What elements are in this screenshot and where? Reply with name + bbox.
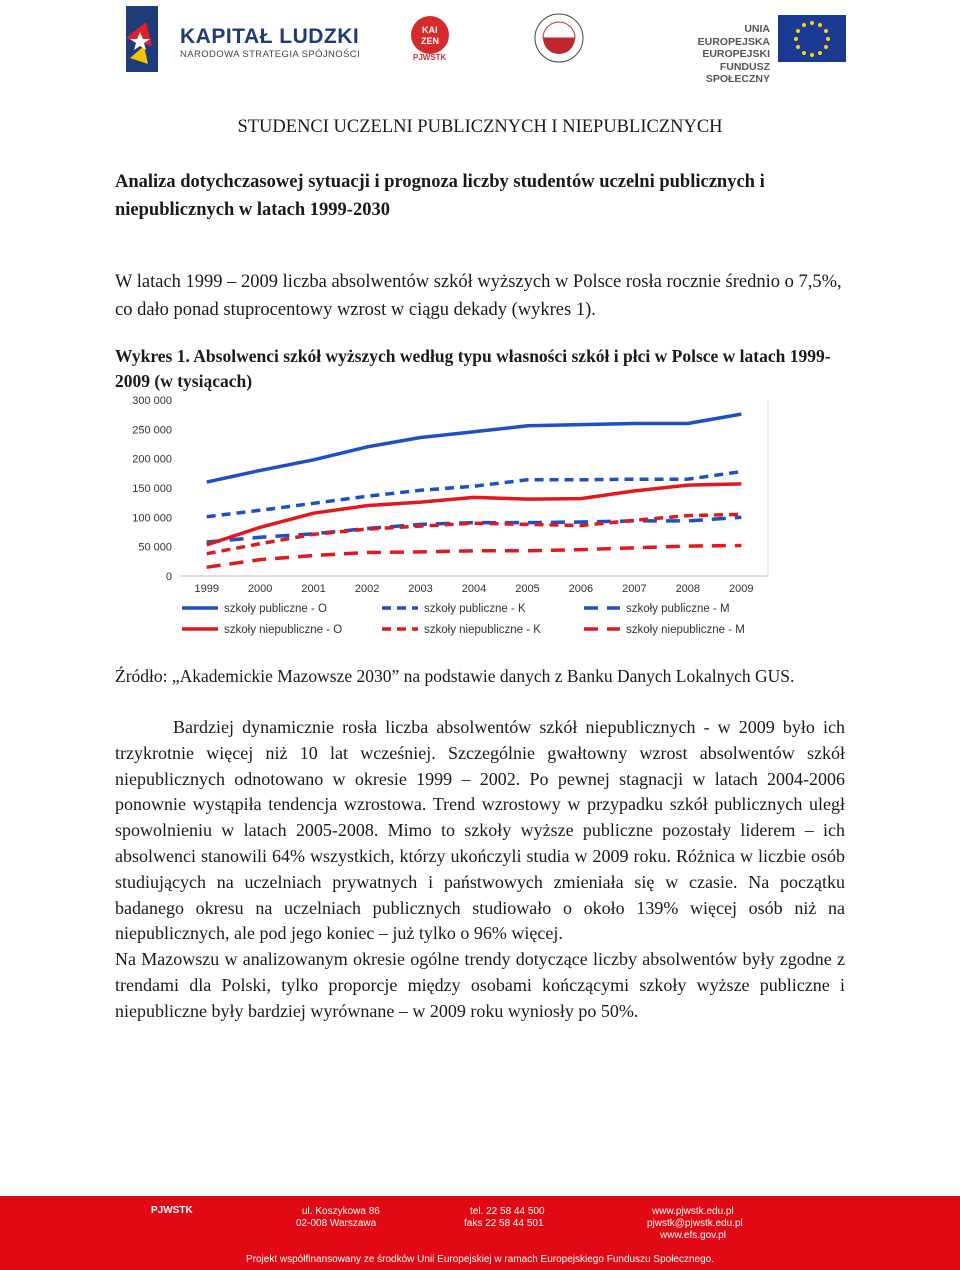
footer-web-link[interactable]: www.pjwstk.edu.pl	[652, 1206, 734, 1217]
y-tick-label: 0	[165, 571, 172, 583]
y-tick-label: 200 000	[132, 453, 172, 466]
footer-name: PJWSTK	[151, 1205, 193, 1216]
footer-efs-link[interactable]: www.efs.gov.pl	[660, 1230, 726, 1241]
kaizen-pjwstk-label: PJWSTK	[413, 53, 447, 62]
kapital-ludzki-logo	[118, 2, 178, 74]
document-title: STUDENCI UCZELNI PUBLICZNYCH I NIEPUBLICZNYCH	[237, 117, 723, 137]
series-line-1	[207, 414, 742, 482]
source-note: Źródło: „Akademickie Mazowsze 2030” na podstawie danych z Banku Danych Lokalnych GUS.	[115, 666, 795, 686]
x-tick-label: 2007	[622, 583, 647, 595]
x-tick-label: 2001	[301, 583, 326, 595]
x-tick-label: 2008	[675, 583, 701, 595]
footer-address-2: 02-008 Warszawa	[296, 1218, 377, 1229]
x-tick-label: 2000	[247, 583, 273, 595]
legend-label: szkoły niepubliczne - K	[424, 624, 541, 636]
kapital-ludzki-subtitle: NARODOWA STRATEGIA SPÓJNOŚCI	[180, 49, 361, 60]
eu-flag-icon	[778, 15, 846, 62]
ue-label	[678, 23, 770, 86]
svg-text:KAI: KAI	[422, 25, 438, 35]
ue-line-1: UNIA EUROPEJSKA	[697, 23, 770, 48]
footer	[0, 1196, 960, 1270]
kapital-ludzki-title: KAPITAŁ LUDZKI	[180, 25, 360, 48]
x-tick-label: 2004	[461, 583, 487, 595]
x-tick-label: 2003	[408, 583, 433, 595]
series-line-6	[207, 546, 742, 568]
footer-tel: tel. 22 58 44 500	[470, 1206, 545, 1217]
ue-line-3: FUNDUSZ SPOŁECZNY	[705, 60, 770, 85]
footer-note: Projekt współfinansowany ze środków Unii Europejskiej w ramach Europejskiego Funduszu Społecznego.	[245, 1254, 715, 1265]
legend-label: szkoły publiczne - K	[424, 603, 526, 615]
legend-label: szkoły niepubliczne - M	[626, 624, 745, 636]
y-tick-label: 250 000	[132, 424, 172, 437]
footer-email-link[interactable]: pjwstk@pjwstk.edu.pl	[647, 1218, 743, 1229]
pjwstk-seal-logo	[528, 10, 590, 68]
document-subtitle: Analiza dotychczasowej sytuacji i prognoza liczby studentów uczelni publicznych i niepublicznych w latach 1999-2030	[115, 172, 765, 220]
intro-paragraph: W latach 1999 – 2009 liczba absolwentów szkół wyższych w Polsce rosła rocznie średnio o 7,5%, co dało ponad stuprocentowy wzrost w ciągu dekady (wykres 1).	[115, 272, 842, 320]
y-tick-label: 150 000	[132, 483, 172, 495]
y-tick-label: 50 000	[138, 541, 172, 554]
body-paragraph-2: Na Mazowszu w analizowanym okresie ogólne trendy dotyczące liczby absolwentów były zgodne z trendami dla Polski, tylko proporcje między osobami kończącymi szkoły wyższe publiczne i niepubliczne były bardziej wyrównane – w 2009 roku wyniosły po 50%.	[115, 949, 845, 1021]
legend-label: szkoły publiczne - M	[626, 603, 730, 615]
body-text	[115, 715, 845, 1025]
x-tick-label: 2009	[729, 583, 754, 595]
x-tick-label: 2005	[515, 583, 540, 595]
figure-caption: Wykres 1. Absolwenci szkół wyższych według typu własności szkół i płci w Polsce w latach 1999-2009 (w tysiącach)	[115, 346, 831, 391]
legend-label: szkoły niepubliczne - O	[224, 624, 343, 636]
x-tick-label: 2006	[568, 583, 594, 595]
x-tick-label: 1999	[194, 583, 219, 595]
ue-line-2: EUROPEJSKI	[702, 48, 770, 60]
body-paragraph-1: Bardziej dynamicznie rosła liczba absolwentów szkół niepublicznych - w 2009 było ich trzykrotnie więcej niż 10 lat wcześniej. Szczególnie gwałtowny wzrost absolwentów szkół niepublicznych odnotowano w okresie 1999 – 2002. Po pewnej stagnacji w latach 2004-2006 ponownie wystąpiła tendencja wzrostowa. Trend wzrostowy w przypadku szkół publicznych uległ spowolnieniu w latach 2005-2008. Mimo to szkoły wyższe publiczne pozostały liderem – ich absolwenci stanowili 64% wszystkich, którzy ukończyli studia w 2009 roku. Różnica w liczbie osób studiujących na uczelniach prywatnych i państwowych zmieniała się w czasie. Na początku badanego okresu na uczelniach publicznych studiowało o około 139% więcej osób niż na niepublicznych, ale pod jego koniec – już tylko o 96% więcej.	[115, 717, 845, 944]
graduates-line-chart	[120, 392, 780, 642]
footer-address-1: ul. Koszykowa 86	[302, 1206, 380, 1217]
legend-label: szkoły publiczne - O	[224, 603, 327, 615]
x-tick-label: 2002	[354, 583, 380, 595]
y-tick-label: 300 000	[132, 395, 172, 407]
footer-fax: faks 22 58 44 501	[464, 1218, 544, 1229]
series-line-2	[207, 472, 742, 517]
y-tick-label: 100 000	[132, 512, 172, 525]
svg-text:ZEN: ZEN	[421, 36, 439, 46]
